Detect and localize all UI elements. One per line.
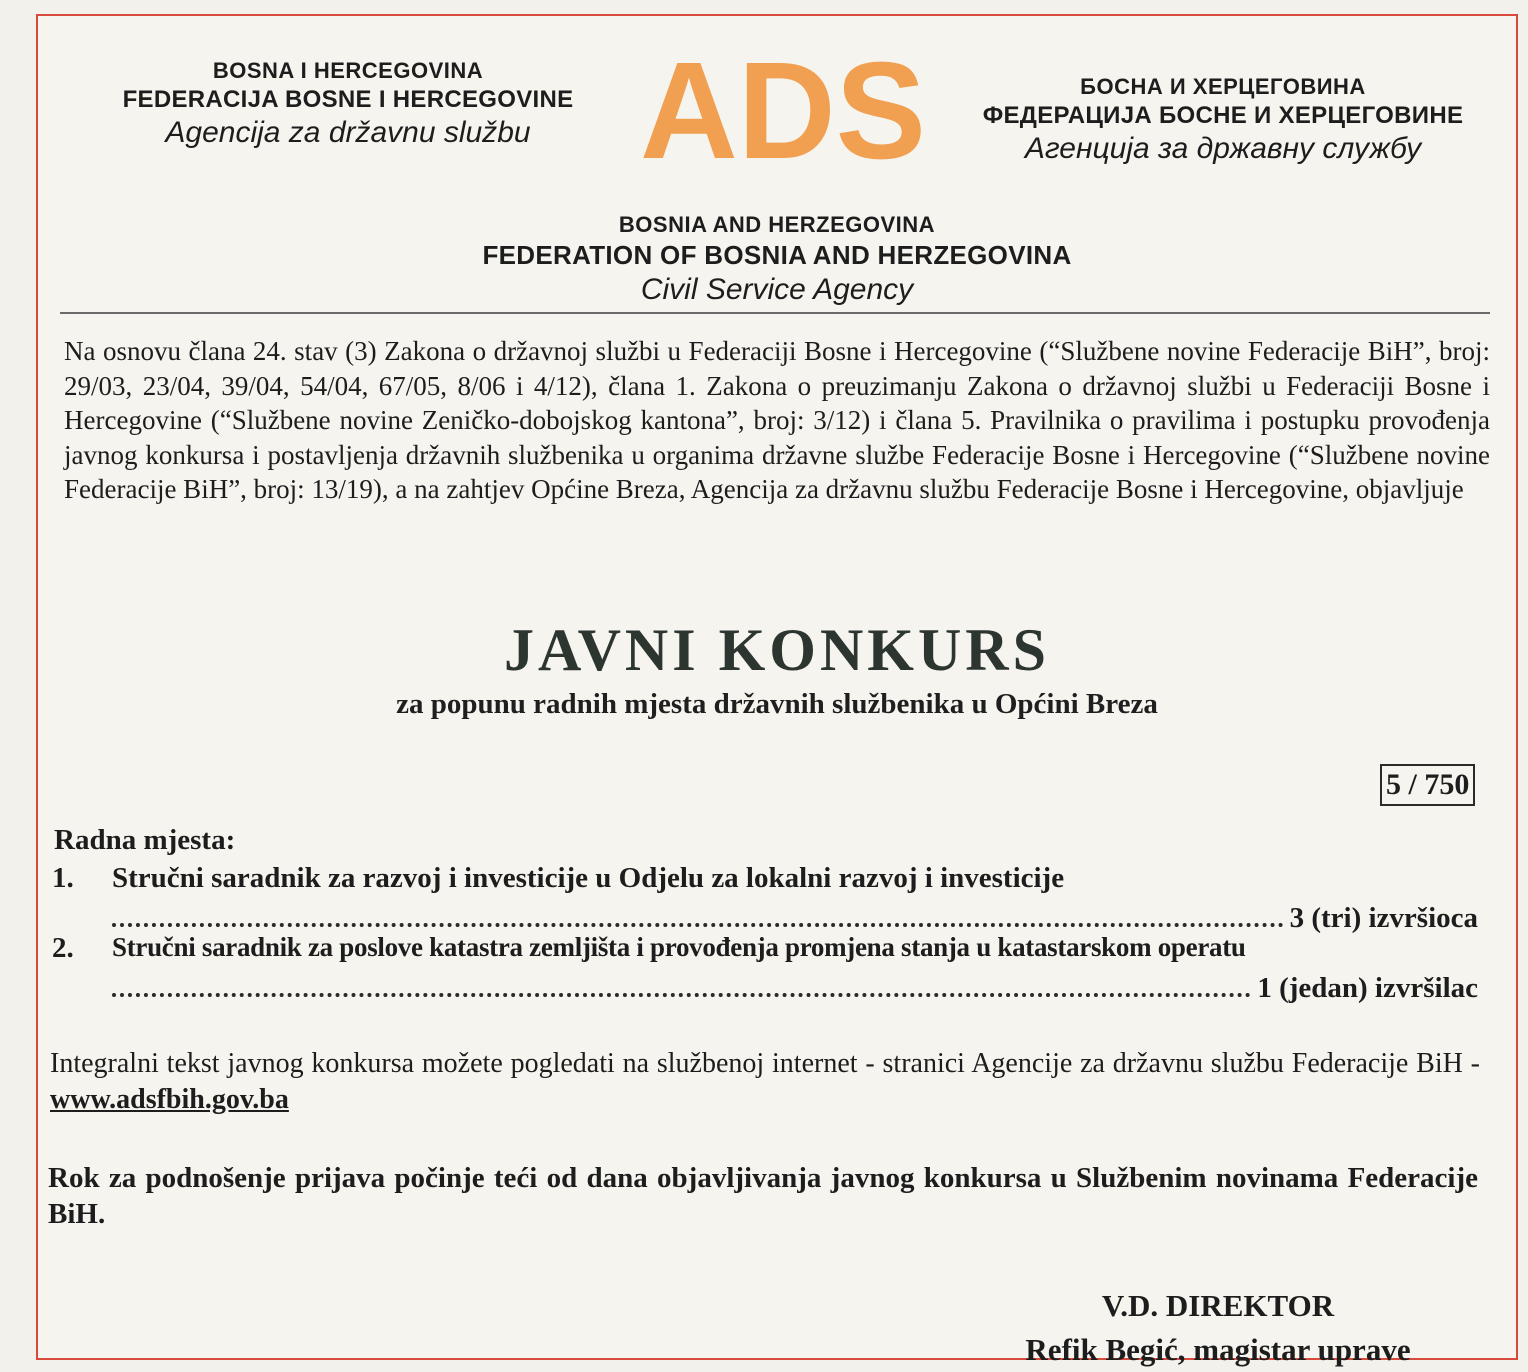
positions-label: Radna mjesta: xyxy=(54,824,236,856)
header-right xyxy=(928,74,1518,166)
header-right-agency: Агенција за државну службу xyxy=(1024,132,1422,165)
dotted-leader xyxy=(112,923,1284,927)
position-count-row xyxy=(112,902,1478,935)
header-left xyxy=(78,58,618,150)
position-item xyxy=(52,932,1478,1012)
header-right-country: БОСНА И ХЕРЦЕГОВИНА xyxy=(1080,74,1366,99)
position-title: Stručni saradnik za poslove katastra zemljišta i provođenja promjena stanja u katastarskom operatu xyxy=(112,932,1246,962)
position-number: 2. xyxy=(52,932,74,964)
header-center-country: BOSNIA AND HERZEGOVINA xyxy=(618,212,936,237)
header-left-country: BOSNA I HERCEGOVINA xyxy=(212,58,484,83)
position-number: 1. xyxy=(52,862,74,894)
position-count: 1 (jedan) izvršilac xyxy=(1257,972,1478,1004)
position-item xyxy=(52,862,1478,942)
page-title: JAVNI KONKURS xyxy=(504,617,1050,683)
integral-text-paragraph xyxy=(50,1046,1480,1118)
signature-name: Refik Begić, magistar uprave xyxy=(1025,1332,1411,1367)
integral-text: Integralni tekst javnog konkursa možete pogledati na službenoj internet - stranici Agencije za državnu službu Federacije BiH - xyxy=(50,1048,1480,1079)
signature-role: V.D. DIREKTOR xyxy=(1101,1288,1335,1323)
intro-paragraph: Na osnovu člana 24. stav (3) Zakona o državnoj službi u Federaciji Bosne i Hercegovine (“Službene novine Federacije BiH”, broj: 29/03, 23/04, 39/04, 54/04, 67/05, 8/06 i 4/12), člana 1. Zakona o preuzimanju Zakona o državnoj službi u Federaciji Bosne i Hercegovine (“Službene novine Zeničko-dobojskog kantona”, broj: 3/12) i člana 5. Pravilnika o pravilima i postupku provođenja javnog konkursa i postavljenja državnih službenika u organima državne službe Federacije Bosne i Hercegovine (“Službene novine Federacije BiH”, broj: 13/19), a na zahtjev Općine Breza, Agencija za državnu službu Federacije Bosne i Hercegovine, objavljuje xyxy=(64,336,1490,504)
dotted-leader xyxy=(112,993,1251,997)
position-count: 3 (tri) izvršioca xyxy=(1289,902,1478,934)
ads-logo xyxy=(633,50,933,170)
header-left-federation: FEDERACIJA BOSNE I HERCEGOVINE xyxy=(122,86,574,113)
header-center-agency: Civil Service Agency xyxy=(640,273,914,306)
reference-number-badge: 5 / 750 xyxy=(1380,764,1475,806)
header-center-federation: FEDERATION OF BOSNIA AND HERZEGOVINA xyxy=(482,240,1072,270)
announcement-frame xyxy=(36,14,1518,1367)
signature-block xyxy=(918,1284,1518,1372)
agency-website-link[interactable]: www.adsfbih.gov.ba xyxy=(50,1084,289,1115)
deadline-paragraph: Rok za podnošenje prijava počinje teći od dana objavljivanja javnog konkursa u Službenim novinama Federacije BiH. xyxy=(48,1162,1478,1230)
page-subtitle: za popunu radnih mjesta državnih službenika u Općini Breza xyxy=(396,688,1158,720)
svg-text:ADS: ADS xyxy=(640,50,926,170)
position-count-row xyxy=(112,972,1478,1005)
header-divider xyxy=(60,312,1490,314)
position-title: Stručni saradnik za razvoj i investicije u Odjelu za lokalni razvoj i investicije xyxy=(112,862,1065,894)
header-right-federation: ФЕДЕРАЦИЈА БОСНЕ И ХЕРЦЕГОВИНЕ xyxy=(982,102,1464,129)
header-left-agency: Agencija za državnu službu xyxy=(165,116,531,149)
header-center xyxy=(38,212,1516,307)
